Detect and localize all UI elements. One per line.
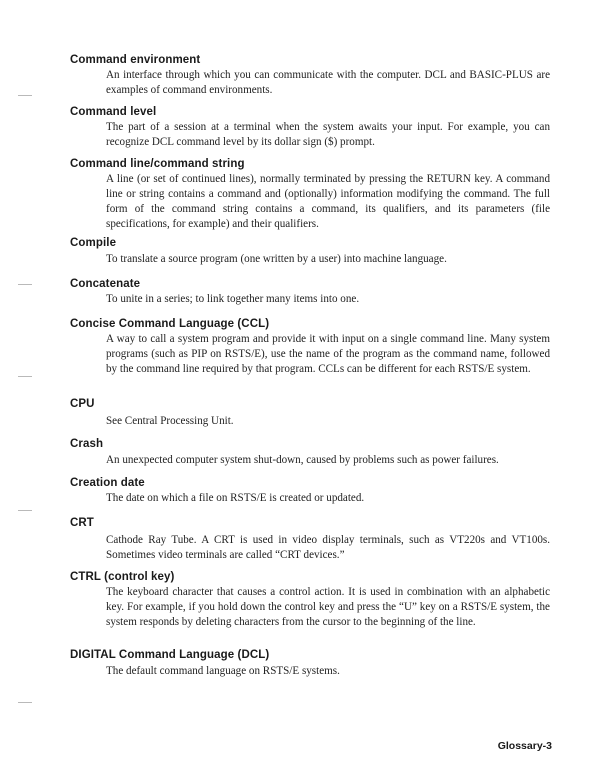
margin-mark (18, 702, 32, 703)
glossary-definition: To unite in a series; to link together many items into one. (106, 293, 360, 305)
glossary-definition: Cathode Ray Tube. A CRT is used in video display terminals, such as VT220s and VT100s. Sometimes video terminals are called “CRT devices.” (106, 534, 550, 561)
glossary-term: Concatenate (70, 278, 141, 290)
glossary-term: Command level (70, 106, 157, 118)
glossary-definition: To translate a source program (one written by a user) into machine language. (106, 253, 447, 265)
glossary-definition: The default command language on RSTS/E systems. (106, 665, 340, 677)
glossary-definition: An interface through which you can communicate with the computer. DCL and BASIC-PLUS are examples of command environments. (106, 69, 550, 96)
glossary-term: Compile (70, 237, 117, 249)
margin-mark (18, 510, 32, 511)
glossary-term: CRT (70, 517, 94, 529)
glossary-definition: See Central Processing Unit. (106, 415, 234, 427)
glossary-term: CTRL (control key) (70, 571, 175, 583)
margin-mark (18, 284, 32, 285)
glossary-term: Command environment (70, 54, 201, 66)
margin-mark (18, 376, 32, 377)
glossary-term: Crash (70, 438, 104, 450)
glossary-term: CPU (70, 398, 95, 410)
glossary-definition: The part of a session at a terminal when the system awaits your input. For example, you can recognize DCL command level by its dollar sign ($) prompt. (106, 121, 550, 148)
glossary-term: Creation date (70, 477, 145, 489)
glossary-definition: The date on which a file on RSTS/E is created or updated. (106, 492, 365, 504)
glossary-definition: A way to call a system program and provide it with input on a single command line. Many system programs (such as PIP on RSTS/E), use the name of the program as the command name, followed by the command line required by that program. CCLs can be different for each RSTS/E system. (106, 333, 550, 375)
margin-mark (18, 95, 32, 96)
glossary-definition: The keyboard character that causes a control action. It is used in combination with an alphabetic key. For example, if you hold down the control key and press the “U” key on a RSTS/E system, the system responds by deleting characters from the cursor to the beginning of the line. (106, 586, 550, 628)
glossary-term: Command line/command string (70, 158, 245, 170)
glossary-definition: An unexpected computer system shut-down, caused by problems such as power failures. (106, 454, 499, 466)
page-number: Glossary-3 (497, 740, 552, 752)
glossary-definition: A line (or set of continued lines), normally terminated by pressing the RETURN key. A command line or string contains a command and (optionally) information modifying the command. The full form of the command string contains a command, its qualifiers, and its parameters (file specifications, for example) and their qualifiers. (106, 173, 550, 230)
glossary-term: Concise Command Language (CCL) (70, 318, 270, 330)
glossary-term: DIGITAL Command Language (DCL) (70, 649, 270, 661)
